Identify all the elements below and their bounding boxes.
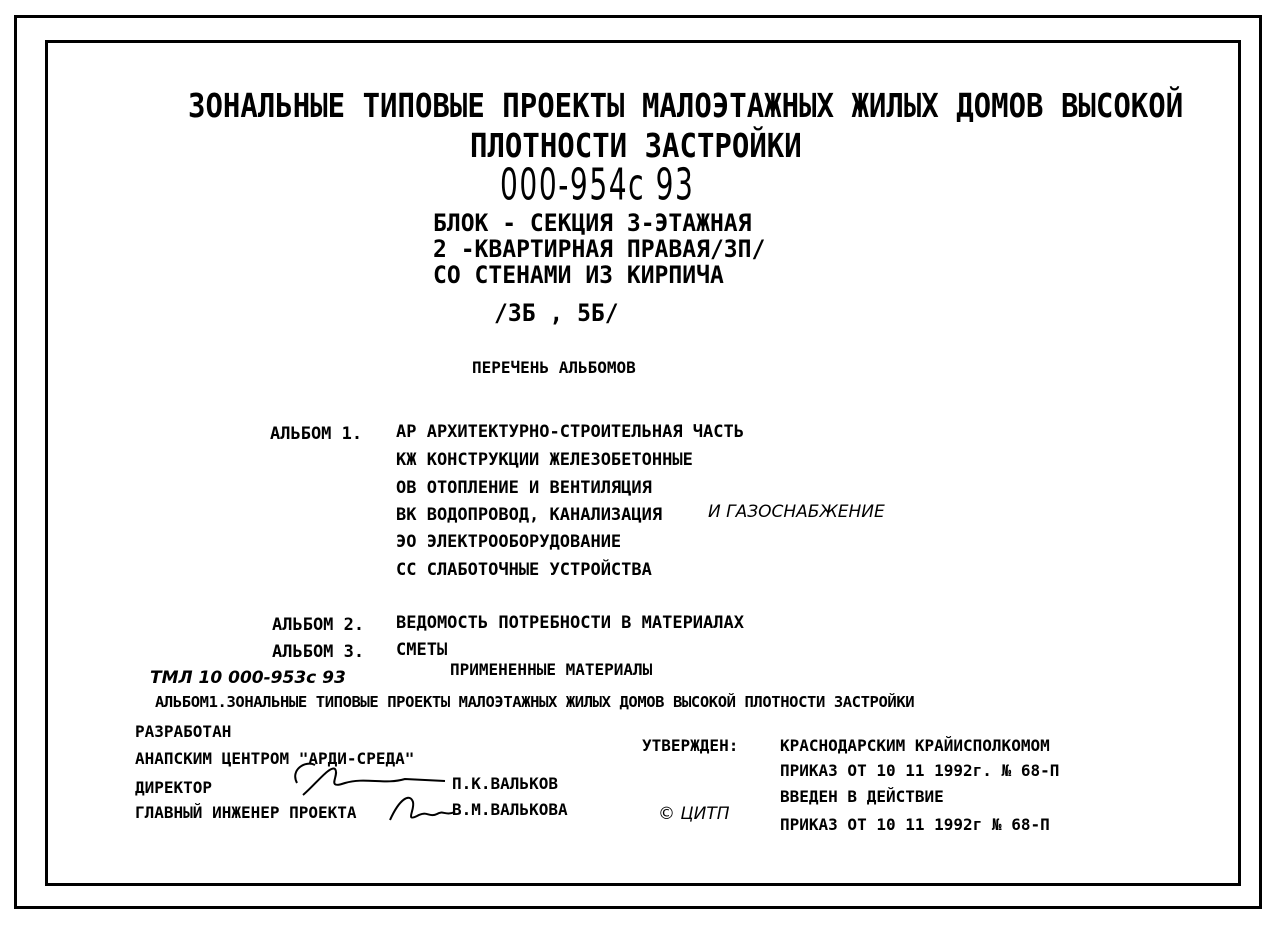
album-1-item: АР АРХИТЕКТУРНО-СТРОИТЕЛЬНАЯ ЧАСТЬ bbox=[396, 422, 744, 442]
director-name: П.К.ВАЛЬКОВ bbox=[452, 774, 558, 793]
title-line-1: ЗОНАЛЬНЫЕ ТИПОВЫЕ ПРОЕКТЫ МАЛОЭТАЖНЫХ ЖИЛЫХ ДОМОВ ВЫСОКОЙ bbox=[188, 86, 1184, 126]
albums-heading: ПЕРЕЧЕНЬ АЛЬБОМОВ bbox=[472, 358, 636, 377]
chief-engineer-signature bbox=[385, 788, 465, 828]
album-1-item: ЭО ЭЛЕКТРООБОРУДОВАНИЕ bbox=[396, 532, 622, 552]
album-2-label: АЛЬБОМ 2. bbox=[272, 615, 365, 635]
block-line-4: /3Б , 5Б/ bbox=[494, 300, 619, 328]
developer-org: АНАПСКИМ ЦЕНТРОМ "АРДИ-СРЕДА" bbox=[135, 749, 415, 768]
developer-label: РАЗРАБОТАН bbox=[135, 722, 232, 741]
applied-materials-heading: ПРИМЕНЕННЫЕ МАТЕРИАЛЫ bbox=[450, 660, 653, 679]
applied-materials-line: АЛЬБОМ1.ЗОНАЛЬНЫЕ ТИПОВЫЕ ПРОЕКТЫ МАЛОЭТАЖНЫХ ЖИЛЫХ ДОМОВ ВЫСОКОЙ ПЛОТНОСТИ ЗАСТРОЙКИ bbox=[155, 693, 915, 711]
copyright-mark: © ЦИТП bbox=[658, 804, 730, 824]
block-line-1: БЛОК - СЕКЦИЯ 3-ЭТАЖНАЯ bbox=[433, 210, 752, 238]
approval-by: КРАСНОДАРСКИМ КРАЙИСПОЛКОМОМ bbox=[780, 736, 1050, 755]
album-3-item: СМЕТЫ bbox=[396, 640, 448, 660]
album-1-item: КЖ КОНСТРУКЦИИ ЖЕЛЕЗОБЕТОННЫЕ bbox=[396, 450, 693, 470]
album-1-item: ОВ ОТОПЛЕНИЕ И ВЕНТИЛЯЦИЯ bbox=[396, 478, 652, 498]
album-1-item: ВК ВОДОПРОВОД, КАНАЛИЗАЦИЯ bbox=[396, 505, 663, 525]
project-number: 000-954с 93 bbox=[500, 160, 695, 211]
chief-engineer-name: В.М.ВАЛЬКОВА bbox=[452, 800, 568, 819]
album-1-label: АЛЬБОМ 1. bbox=[270, 424, 363, 444]
title-line-2: ПЛОТНОСТИ ЗАСТРОЙКИ bbox=[470, 126, 802, 166]
approval-order-2: ПРИКАЗ ОТ 10 11 1992г № 68-П bbox=[780, 815, 1050, 834]
approval-order-1: ПРИКАЗ ОТ 10 11 1992г. № 68-П bbox=[780, 761, 1060, 780]
director-label: ДИРЕКТОР bbox=[135, 778, 213, 797]
block-line-3: СО СТЕНАМИ ИЗ КИРПИЧА bbox=[433, 262, 724, 290]
chief-engineer-label: ГЛАВНЫЙ ИНЖЕНЕР ПРОЕКТА bbox=[135, 803, 357, 822]
album-1-handwritten-suffix: И ГАЗОСНАБЖЕНИЕ bbox=[708, 502, 885, 522]
block-line-2: 2 -КВАРТИРНАЯ ПРАВАЯ/3П/ bbox=[433, 236, 766, 264]
handwritten-reference: ТМЛ 10 000-953с 93 bbox=[150, 668, 346, 688]
enacted-label: ВВЕДЕН В ДЕЙСТВИЕ bbox=[780, 787, 944, 806]
album-2-item: ВЕДОМОСТЬ ПОТРЕБНОСТИ В МАТЕРИАЛАХ bbox=[396, 613, 744, 633]
album-3-label: АЛЬБОМ 3. bbox=[272, 642, 365, 662]
album-1-item: СС СЛАБОТОЧНЫЕ УСТРОЙСТВА bbox=[396, 560, 652, 580]
approval-label: УТВЕРЖДЕН: bbox=[642, 736, 739, 755]
